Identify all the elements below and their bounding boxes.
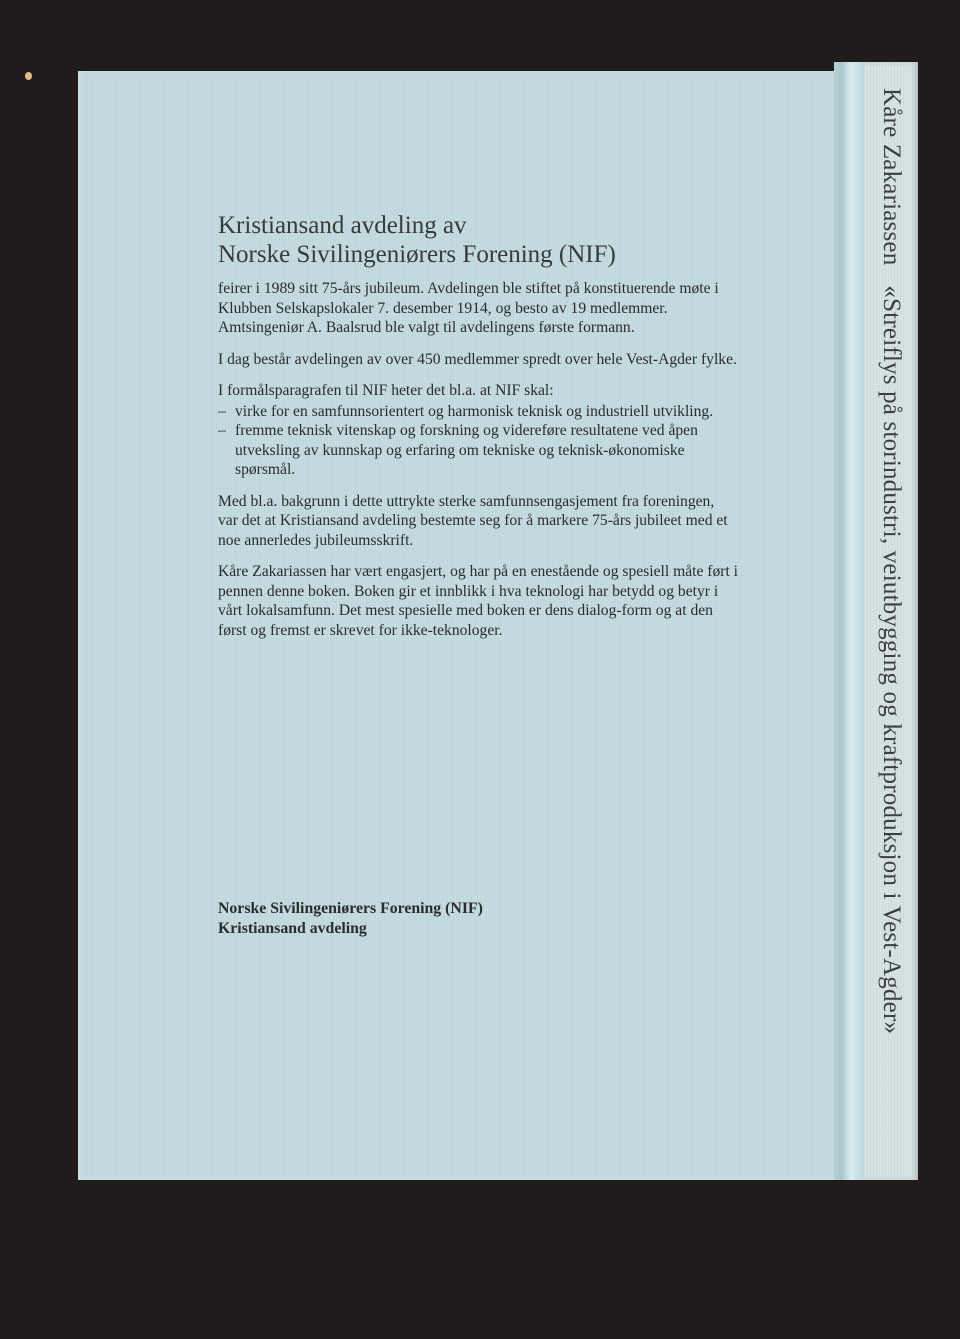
purpose-list bbox=[218, 402, 738, 480]
spine-author: Kåre Zakariassen bbox=[878, 88, 905, 266]
paragraph-history: feirer i 1989 sitt 75-års jubileum. Avdelingen ble stiftet på konstituerende møte i Klubben Selskapslokaler 7. desember 1914, og besto av 19 medlemmer. Amtsingeniør A. Baalsrud ble valgt til avdelingens første formann. bbox=[218, 280, 719, 336]
cover-title-line-1: Kristiansand avdeling av bbox=[218, 212, 467, 239]
publisher-imprint bbox=[218, 899, 483, 939]
purpose-item: – fremme teknisk vitenskap og forskning og videreføre resultatene ved åpen utveksling av kunnskap og erfaring om tekniske og teknisk-økonomiske spørsmål. bbox=[218, 421, 738, 480]
paragraph-author: Kåre Zakariassen har vært engasjert, og har på en enestående og spesiell måte ført i pennen denne boken. Boken gir et innblikk i hva teknologi har betydd og betyr i vårt lokalsamfunn. Det mest spesielle med boken er dens dialog-form og at den først og fremst er skrevet for ikke-teknologer. bbox=[218, 563, 739, 639]
paragraph-background: Med bl.a. bakgrunn i dette uttrykte sterke samfunnsengasjement fra foreningen, var det at Kristiansand avdeling bestemte seg for å markere 75-års jubileet med et noe annerledes jubileumsskrift. bbox=[218, 492, 728, 549]
cover-title bbox=[218, 211, 738, 269]
book bbox=[78, 62, 918, 1180]
cover-title-line-2: Norske Sivilingeniørers Forening (NIF) bbox=[218, 241, 616, 268]
purpose-item: – virke for en samfunnsorientert og harmonisk teknisk og industriell utvikling. bbox=[218, 402, 738, 422]
spine-hinge bbox=[834, 62, 864, 1180]
spine bbox=[864, 62, 918, 1180]
spine-title: «Streiflys på storindustri, veiutbygging og kraftproduksjon i Vest-Agder» bbox=[878, 285, 905, 1035]
publisher-line-1: Norske Sivilingeniørers Forening (NIF) bbox=[218, 900, 483, 917]
publisher-line-2: Kristiansand avdeling bbox=[218, 920, 367, 937]
back-cover-text bbox=[218, 211, 738, 652]
spine-text bbox=[877, 88, 905, 1088]
paragraph-members: I dag består avdelingen av over 450 medlemmer spredt over hele Vest-Agder fylke. bbox=[218, 350, 737, 368]
back-cover bbox=[78, 71, 842, 1180]
dust-speck bbox=[25, 72, 32, 80]
purpose-intro: I formålsparagrafen til NIF heter det bl.a. at NIF skal: bbox=[218, 382, 554, 399]
